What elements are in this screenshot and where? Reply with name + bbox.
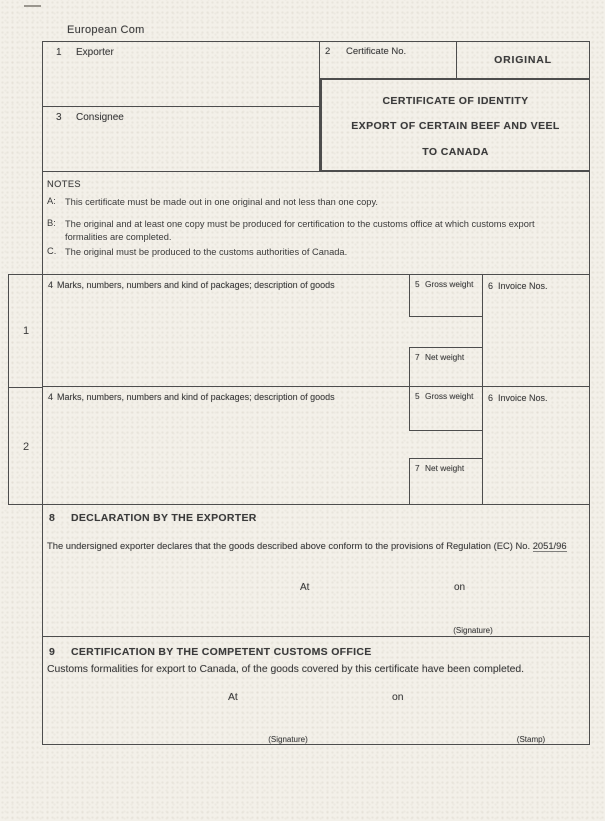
marks-box-title: Marks, numbers, numbers and kind of packages; description of goods <box>57 280 335 290</box>
net-weight-box-row1 <box>409 347 482 387</box>
net-weight-title: Net weight <box>425 463 465 473</box>
consignee-box <box>43 107 320 172</box>
invoice-nos-number: 6 <box>488 281 494 291</box>
exporter-box-title: Exporter <box>76 47 114 58</box>
certification-signature-label: (Signature) <box>268 735 308 744</box>
declaration-number: 8 <box>49 512 56 524</box>
declaration-heading <box>49 512 257 524</box>
note-b <box>47 218 571 244</box>
gross-weight-label-row1 <box>410 275 482 289</box>
title-line-2: EXPORT OF CERTAIN BEEF AND VEEL <box>351 120 560 132</box>
certificate-title-box <box>320 78 589 172</box>
row-number-column <box>8 274 43 505</box>
certification-number: 9 <box>49 646 56 658</box>
gross-weight-box-row1 <box>409 275 482 317</box>
note-b-key: B: <box>47 218 56 228</box>
marks-description-label-row1 <box>48 280 335 290</box>
gross-weight-label-row2 <box>410 387 482 401</box>
certification-stamp-label: (Stamp) <box>516 735 546 744</box>
certificate-no-box-number: 2 <box>325 46 331 57</box>
declaration-on-label: on <box>454 582 466 593</box>
certification-on-label: on <box>392 692 404 703</box>
certificate-no-box <box>320 42 457 78</box>
invoice-nos-title: Invoice Nos. <box>498 393 548 403</box>
original-label: ORIGINAL <box>494 54 552 66</box>
net-weight-box-row2 <box>409 458 482 505</box>
declaration-at-label: At <box>300 582 310 593</box>
notes-heading: NOTES <box>47 179 82 189</box>
notes-section <box>43 172 589 275</box>
certification-at-label: At <box>228 692 238 703</box>
net-weight-label-row1 <box>410 348 482 362</box>
note-a-text: This certificate must be made out in one original and not less than one copy. <box>65 197 379 207</box>
certificate-form <box>42 41 590 745</box>
page-header-text: European Com <box>67 24 145 36</box>
marks-box-title: Marks, numbers, numbers and kind of packages; description of goods <box>57 392 335 402</box>
gross-weight-title: Gross weight <box>425 391 474 401</box>
declaration-signature-label: (Signature) <box>453 626 493 635</box>
row-number-divider <box>9 387 43 388</box>
note-a <box>47 196 571 209</box>
gross-weight-box-row2 <box>409 387 482 431</box>
net-weight-number: 7 <box>415 352 420 362</box>
net-weight-title: Net weight <box>425 352 465 362</box>
certificate-no-label <box>320 42 456 57</box>
consignee-box-title: Consignee <box>76 112 124 123</box>
net-weight-number: 7 <box>415 463 420 473</box>
invoice-nos-label-row1 <box>488 281 548 291</box>
goods-section <box>43 275 589 505</box>
consignee-label <box>43 107 319 123</box>
marks-box-number: 4 <box>48 280 54 290</box>
note-c-key: C. <box>47 246 57 256</box>
original-box <box>457 42 589 78</box>
gross-weight-number: 5 <box>415 391 420 401</box>
invoice-nos-number: 6 <box>488 393 494 403</box>
goods-row-2 <box>43 387 589 505</box>
declaration-body-text: The undersigned exporter declares that the goods described above conform to the provisions of Regulation (EC) No. <box>47 540 533 551</box>
declaration-title: DECLARATION BY THE EXPORTER <box>71 512 257 524</box>
invoice-nos-label-row2 <box>488 393 548 403</box>
net-weight-label-row2 <box>410 459 482 473</box>
certificate-no-box-title: Certificate No. <box>346 46 407 57</box>
note-a-key: A: <box>47 196 56 206</box>
row-number-2: 2 <box>22 441 30 453</box>
title-line-1: CERTIFICATE OF IDENTITY <box>382 95 529 107</box>
certification-body: Customs formalities for export to Canada, of the goods covered by this certificate have been completed. <box>47 664 525 675</box>
note-b-text: The original and at least one copy must be produced for certification to the customs office at which customs export formalities are completed. <box>65 219 535 242</box>
certification-section <box>43 637 589 745</box>
consignee-box-number: 3 <box>56 112 62 123</box>
marks-box-number: 4 <box>48 392 54 402</box>
certification-title: CERTIFICATION BY THE COMPETENT CUSTOMS OFFICE <box>71 646 372 658</box>
declaration-body <box>47 540 567 551</box>
declaration-section <box>43 505 589 637</box>
marks-description-label-row2 <box>48 392 335 402</box>
exporter-box-number: 1 <box>56 47 62 58</box>
regulation-number: 2051/96 <box>532 540 567 551</box>
exporter-box <box>43 42 320 107</box>
invoice-nos-title: Invoice Nos. <box>498 281 548 291</box>
goods-row-1 <box>43 275 589 387</box>
title-line-3: TO CANADA <box>422 146 489 158</box>
scan-artifact-mark <box>24 5 41 7</box>
gross-weight-number: 5 <box>415 279 420 289</box>
note-c-text: The original must be produced to the customs authorities of Canada. <box>65 247 348 257</box>
gross-weight-title: Gross weight <box>425 279 474 289</box>
exporter-label <box>43 42 319 58</box>
note-c <box>47 246 571 259</box>
row-number-1: 1 <box>22 325 30 337</box>
certification-heading <box>49 646 372 658</box>
